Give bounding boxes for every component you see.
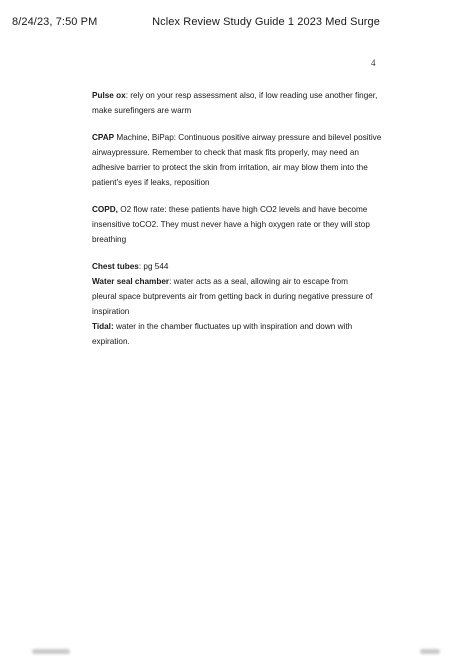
tidal-term: Tidal: <box>92 322 114 331</box>
cpap-line-4: patient's eyes if leaks, reposition <box>92 178 210 187</box>
pulse-ox-line-1 <box>92 88 382 103</box>
copd-text: O2 flow rate: these patients have high CO2 levels and have become <box>117 205 368 214</box>
pulse-ox-line-2: make surefingers are warm <box>92 106 192 115</box>
copd-line-2: insensitive toCO2. They must never have a high oxygen rate or they will stop <box>92 220 370 229</box>
cpap-text: Machine, BiPap: Continuous positive airway pressure and bilevel positive <box>114 133 382 142</box>
header-datetime: 8/24/23, 7:50 PM <box>12 16 98 28</box>
chest-tubes-section <box>92 259 382 349</box>
cpap-line-1 <box>92 130 382 145</box>
water-seal-line-3: inspiration <box>92 307 130 316</box>
tidal-line-2: expiration. <box>92 337 130 346</box>
cpap-line-2: airwaypressure. Remember to check that mask fits properly, may need an <box>92 148 359 157</box>
pulse-ox-section <box>92 88 382 118</box>
chest-tubes-term: Chest tubes <box>92 262 139 271</box>
pulse-ox-text: : rely on your resp assessment also, if low reading use another finger, <box>125 91 378 100</box>
water-seal-text: : water acts as a seal, allowing air to escape from <box>169 277 348 286</box>
footer-redacted-right <box>420 649 440 654</box>
tidal-text: water in the chamber fluctuates up with inspiration and down with <box>113 322 353 331</box>
document-body <box>92 88 382 349</box>
chest-tubes-text: : pg 544 <box>138 262 169 271</box>
cpap-term: CPAP <box>92 133 115 142</box>
tidal-line-1 <box>92 319 382 334</box>
chest-tubes-line <box>92 259 382 274</box>
footer-redacted-left <box>32 649 70 654</box>
copd-term: COPD, <box>92 205 118 214</box>
copd-line-3: breathing <box>92 235 127 244</box>
water-seal-term: Water seal chamber <box>92 277 170 286</box>
document-title: Nclex Review Study Guide 1 2023 Med Surge <box>152 16 380 28</box>
page-number: 4 <box>371 58 376 68</box>
water-seal-line-2: pleural space butprevents air from getting back in during negative pressure of <box>92 292 373 301</box>
copd-section <box>92 202 382 247</box>
cpap-section <box>92 130 382 190</box>
pulse-ox-term: Pulse ox <box>92 91 126 100</box>
copd-line-1 <box>92 202 382 217</box>
cpap-line-3: adhesive barrier to protect the skin from irritation, air may blow them into the <box>92 163 368 172</box>
water-seal-line-1 <box>92 274 382 289</box>
